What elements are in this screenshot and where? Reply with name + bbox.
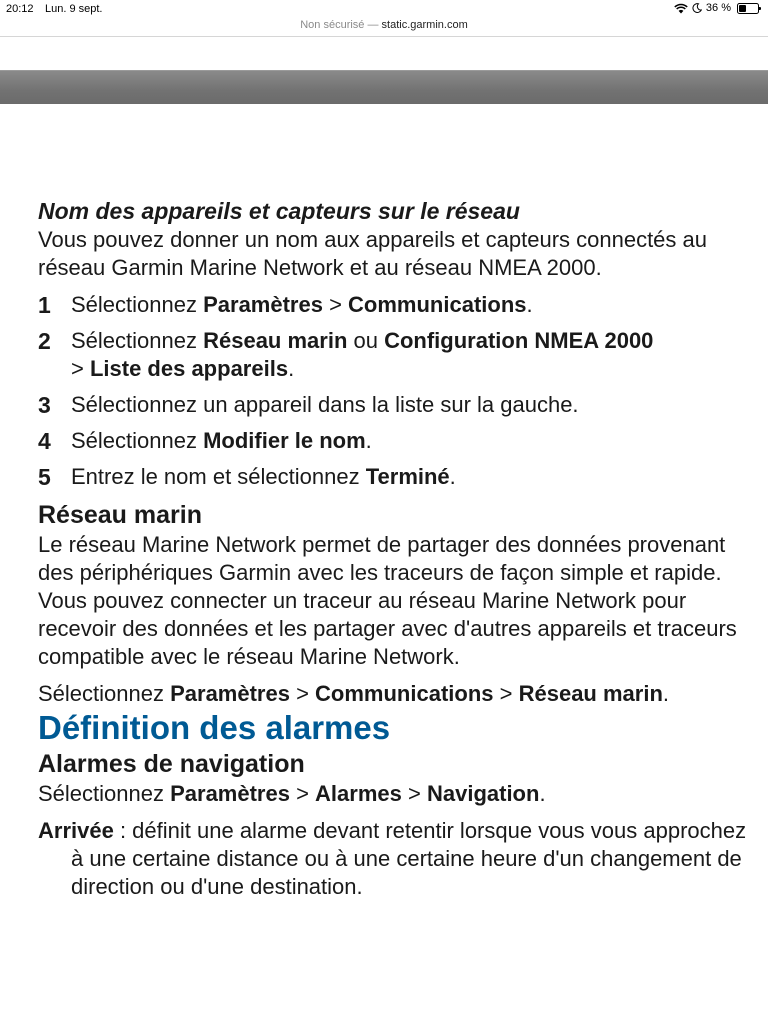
path-text: >	[289, 681, 316, 706]
path-bold: Navigation	[426, 781, 540, 806]
step-number: 3	[38, 392, 51, 418]
step-bold: Terminé	[365, 464, 450, 489]
path-bold: Réseau marin	[518, 681, 663, 706]
navigation-alarms-path	[38, 780, 758, 808]
step-number: 2	[38, 328, 51, 354]
moon-icon	[692, 3, 702, 13]
step-item	[38, 427, 758, 455]
path-text: >	[401, 781, 427, 806]
step-text: .	[449, 464, 456, 489]
url-bar[interactable]	[0, 14, 768, 36]
naming-heading: Nom des appareils et capteurs sur le réseau	[38, 198, 520, 224]
battery-icon	[737, 3, 759, 14]
step-text: .	[365, 428, 372, 453]
security-label: Non sécurisé —	[300, 19, 382, 31]
battery-fill	[739, 5, 746, 12]
status-date: Lun. 9 sept.	[45, 3, 103, 15]
marine-network-body: Le réseau Marine Network permet de partager des données provenant des périphériques Garmin avec les traceurs de façon simple et rapide. Vous pouvez connecter un traceur au réseau Marine Network pour recevoir des données et les partager avec d'autres appareils et traceurs compatible avec le réseau Marine Network.	[38, 532, 737, 669]
marine-network-heading: Réseau marin	[38, 501, 202, 529]
naming-intro: Vous pouvez donner un nom aux appareils et capteurs connectés au réseau Garmin Marine Network et au réseau NMEA 2000.	[38, 227, 708, 280]
step-bold: Modifier le nom	[203, 428, 366, 453]
step-text: .	[288, 356, 295, 381]
document-body	[38, 196, 758, 901]
step-bold: Communications	[348, 292, 527, 317]
path-text: >	[493, 681, 519, 706]
step-item	[38, 463, 758, 491]
page-header-band	[0, 70, 768, 104]
navigation-alarms-heading: Alarmes de navigation	[38, 750, 305, 778]
step-item	[38, 391, 758, 419]
battery-tip	[759, 7, 761, 10]
wifi-icon	[674, 3, 688, 14]
path-text: Sélectionnez	[38, 681, 171, 706]
step-bold: Configuration NMEA 2000	[384, 328, 654, 353]
url-divider	[0, 36, 768, 37]
arrival-definition	[38, 817, 758, 901]
step-text: Entrez le nom et sélectionnez	[71, 464, 366, 489]
path-bold: Alarmes	[315, 781, 402, 806]
step-text: >	[71, 356, 90, 381]
naming-steps	[38, 291, 758, 491]
alarms-chapter-title: Définition des alarmes	[38, 709, 391, 746]
step-text: Sélectionnez	[71, 328, 204, 353]
step-text: Sélectionnez	[71, 292, 204, 317]
path-bold: Paramètres	[170, 781, 290, 806]
step-number: 1	[38, 292, 51, 318]
step-number: 4	[38, 428, 51, 454]
definition-text: : définit une alarme devant retentir lorsque vous vous approchez à une certaine distance ou à une certaine heure d'un changement de direction ou d'une destination.	[71, 818, 747, 899]
battery-percent: 36 %	[705, 2, 731, 14]
status-indicators	[674, 2, 759, 14]
step-bold: Paramètres	[203, 292, 323, 317]
marine-network-path	[38, 680, 758, 708]
path-bold: Paramètres	[170, 681, 290, 706]
step-bold: Réseau marin	[203, 328, 348, 353]
path-text: .	[539, 781, 546, 806]
definition-term: Arrivée	[38, 818, 114, 843]
path-text: .	[662, 681, 670, 706]
step-item	[38, 291, 758, 319]
path-text: Sélectionnez	[38, 781, 171, 806]
step-number: 5	[38, 464, 51, 490]
step-text: Sélectionnez	[71, 428, 204, 453]
step-text: .	[526, 292, 533, 317]
path-text: >	[289, 781, 316, 806]
path-bold: Communications	[315, 681, 494, 706]
step-text: ou	[347, 328, 385, 353]
step-text: >	[322, 292, 349, 317]
url-domain: static.garmin.com	[381, 19, 468, 31]
status-time: 20:12	[6, 3, 34, 15]
step-text: Sélectionnez un appareil dans la liste sur la gauche.	[71, 392, 579, 417]
step-item	[38, 327, 758, 383]
step-bold: Liste des appareils	[89, 356, 289, 381]
